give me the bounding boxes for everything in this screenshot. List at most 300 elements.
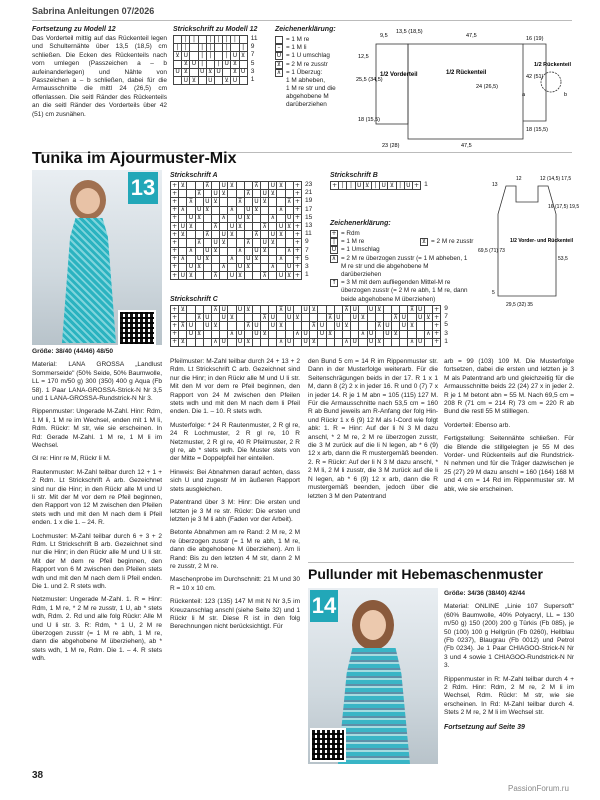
chart-cell: + <box>294 238 300 246</box>
chart-cell: U <box>278 271 284 279</box>
chart-cell <box>277 314 285 322</box>
chart-cell: ⊼ <box>270 214 276 222</box>
chart-cell: ⊻ <box>196 263 202 271</box>
dim-label: 47,5 <box>466 33 477 39</box>
chart-cell <box>261 182 269 190</box>
chart-cell: U <box>368 305 374 313</box>
chart-cell <box>244 314 252 322</box>
chart-cell <box>334 330 342 338</box>
chart-cell <box>383 338 391 346</box>
chart-cell: ⊼ <box>327 313 333 321</box>
chart-cell <box>211 214 219 222</box>
chart-cell: U <box>221 181 226 189</box>
chart-cell <box>342 330 350 338</box>
chart-cell: ⊻ <box>426 313 431 321</box>
instruction-paragraph: Maschenprobe im Durchschnitt: 21 M und 30 R = 10 x 10 cm. <box>170 576 300 592</box>
chart-cell <box>424 338 432 346</box>
chart-cell: ⊻ <box>377 305 382 313</box>
chart-cell: ⊻ <box>213 197 218 205</box>
chart-cell <box>203 272 211 280</box>
chart-cell <box>269 206 277 214</box>
chart-cell: U <box>229 271 235 279</box>
sizes-value: 38/40 (44/46) 48/50 <box>55 348 114 355</box>
chart-cell: ⊼ <box>377 321 382 329</box>
chart-cell: ⊻ <box>237 271 243 279</box>
model-14-number-badge: 14 <box>310 590 338 622</box>
chart-cell: ⊼ <box>221 214 226 222</box>
instruction-paragraph: Betonte Abnahmen am re Rand: 2 M re, 2 M re überzogen zusstr (= 1 M re abh, 1 M re, dann die abgehobene M überziehen). Am li Rand: Bis zu den letzten 4 M str, dann 2 M re zusstr, 2 M re. <box>170 529 300 570</box>
chart-cell: U <box>287 263 292 271</box>
sizes-value: 34/36 (38/40) 42/44 <box>467 590 526 597</box>
material-text: Material: ONLINE „Linie 107 Supersoft" (60% Baumwolle, 40% Polyacryl, LL = 130 m/50 g) 150 (200) 200 g Türkis (Fb 085), je 50 (100) 100 g Hellgrün (Fb 0260), Hellblau (Fb 0237), Blaugrau (Fb 0012) und Petrol (Fb 0234). Je 1 Paar CHIAGOO-Strick-N Nr 3 und 4 sowie 1 CHIAGOO-Rundstrick-N Nr 3. <box>444 603 574 670</box>
chart-cell <box>179 214 187 222</box>
chart-cell: ⊼ <box>188 247 194 255</box>
chart-cell <box>203 214 211 222</box>
chart-cell: + <box>294 271 300 279</box>
chart-cell: U <box>368 330 374 338</box>
chart-cell <box>228 198 236 206</box>
chart-cell <box>211 263 219 271</box>
chart-cell <box>203 306 211 314</box>
chart-cell: ⊼ <box>237 247 243 255</box>
chart-cell: ⊼ <box>262 271 267 279</box>
chart-cell: ⊻ <box>393 330 398 338</box>
chart-cell: U <box>319 321 325 329</box>
ssk-symbol-icon: ⊼ <box>276 68 282 76</box>
chart-cell: U <box>401 321 407 329</box>
chart-cell: U <box>270 321 276 329</box>
dim-label: 25,5 (34,5) <box>356 77 383 83</box>
chart-cell: ⊼ <box>213 305 218 313</box>
chart-cell <box>187 182 195 190</box>
dim-label: 53,5 <box>558 256 568 262</box>
chart-cell: U <box>188 263 194 271</box>
chart-cell <box>228 214 236 222</box>
chart-cell: U <box>205 321 210 329</box>
chart-cell <box>220 198 228 206</box>
chart-cell <box>220 222 228 230</box>
continue-note: Fortsetzung auf Seite 39 <box>444 723 525 731</box>
mark-label: b <box>564 92 568 98</box>
ssk-symbol-icon: ⊼ <box>331 254 337 262</box>
model-13-col-4 <box>444 358 574 494</box>
model-13-col-3 <box>308 358 438 501</box>
chart-cell <box>269 306 277 314</box>
chart-cell <box>236 206 244 214</box>
chart-cell: U <box>180 271 185 279</box>
chart-cell: ⊼ <box>188 197 194 205</box>
chart-cell: ⊼ <box>254 230 259 238</box>
row-number: 5 <box>444 321 448 329</box>
chart-cell: ⊻ <box>188 271 194 279</box>
chart-cell: U <box>303 330 308 338</box>
chart-cell <box>179 314 187 322</box>
chart-cell: + <box>434 305 440 313</box>
chart-cell: ⊻ <box>188 222 194 230</box>
chart-cell: U <box>213 189 218 197</box>
row-number: 11 <box>250 35 258 42</box>
chart-cell: U <box>270 181 276 189</box>
chart-cell <box>261 263 269 271</box>
chart-cell <box>318 314 326 322</box>
chart-cell: U <box>352 305 357 313</box>
legend-item: = 1 Umschlag <box>341 246 380 254</box>
instruction-paragraph: Rippenmuster in R: M-Zahl teilbar durch 4 + 2 Rdm. Hinr: Rdm, 2 M re, 2 M li im Wechsel, Rdm. Rückr: M str, wie sie erscheinen. In Rd: M-Zahl teilbar durch 4. Stets 2 M re, 2 M li im Wechsel str. <box>444 675 574 717</box>
legend-item: = 1 M re <box>341 238 365 246</box>
chart-cell <box>351 322 359 330</box>
model-face <box>360 610 386 640</box>
chart-cell <box>261 322 269 330</box>
chart-cell <box>252 314 260 322</box>
chart-cell <box>293 306 301 314</box>
row-number: 15 <box>305 213 313 221</box>
chart-cell <box>261 338 269 346</box>
dim-label: 29,5 (32) 35 <box>506 302 533 308</box>
dim-label: 18 (15,5) <box>358 117 381 123</box>
row-number: 3 <box>250 67 255 75</box>
qr-code-icon[interactable] <box>118 310 156 346</box>
chart-cell <box>285 231 293 239</box>
part-label: 1/2 Rückenteil <box>534 62 571 68</box>
chart-cell: ⊼ <box>344 305 349 313</box>
chart-cell <box>408 330 416 338</box>
chart-cell: ⊼ <box>229 206 235 214</box>
chart-cell: ⊼ <box>180 321 185 329</box>
chart-cell: ⊼ <box>426 330 431 338</box>
chart-cell <box>285 255 293 263</box>
chart-cell: U <box>205 247 210 255</box>
cdd-symbol-icon: ↑ <box>331 279 337 287</box>
chart-cell: ⊻ <box>229 181 235 189</box>
chart-cell: ⊻ <box>262 247 267 255</box>
row-number: 9 <box>305 238 309 246</box>
chart-cell <box>392 338 400 346</box>
chart-cell <box>416 322 424 330</box>
chart-b-block <box>330 172 428 190</box>
chart-cell <box>187 306 195 314</box>
chart-cell <box>228 247 236 255</box>
chart-cell <box>195 322 203 330</box>
chart-a-block <box>170 172 312 280</box>
row-number: 11 <box>305 230 312 238</box>
chart-cell: U <box>213 238 218 246</box>
legend-item: = 3 M mit dem aufliegenden Mittel-M re überzogen zusstr (= 2 M re abh, 1 M re, dann beide abgehobene M überziehen) <box>341 279 468 303</box>
chart-cell: + <box>294 255 300 263</box>
dim-label: 12,5 <box>358 54 369 60</box>
chart-cell: U <box>303 338 308 346</box>
chart-cell: U <box>188 330 194 338</box>
chart-cell <box>179 263 187 271</box>
chart-cell <box>244 272 252 280</box>
chart-cell: ⊼ <box>295 330 300 338</box>
chart-12-row-numbers <box>251 35 258 85</box>
legend-item: = 1 M re <box>286 36 310 43</box>
chart-cell: U <box>418 338 423 346</box>
chart-cell: ⊼ <box>409 338 415 346</box>
chart-cell <box>252 306 260 314</box>
chart-cell: + <box>294 230 300 238</box>
dim-label: 42 (51) <box>526 74 544 80</box>
chart-cell: U <box>254 247 259 255</box>
row-number: 1 <box>444 337 448 345</box>
row-number: 19 <box>305 197 313 205</box>
chart-cell <box>318 338 326 346</box>
legend-item: = 1 M li <box>286 44 307 52</box>
chart-cell: + <box>172 330 178 338</box>
chart-cell: ⊼ <box>270 263 276 271</box>
chart-cell <box>269 338 277 346</box>
dim-label: 13,5 (18,5) <box>396 29 423 35</box>
dim-label: 69,5 (71) 73 <box>478 248 505 254</box>
chart-cell <box>244 330 252 338</box>
chart-cell: U <box>385 321 390 329</box>
chart-cell: ⊻ <box>180 305 185 313</box>
yarn-over-symbol-icon: U <box>276 52 282 60</box>
chart-cell: ⊻ <box>221 238 226 246</box>
chart-cell: ⊻ <box>311 338 316 346</box>
chart-cell <box>277 198 285 206</box>
chart-cell <box>261 214 269 222</box>
chart-cell <box>220 330 228 338</box>
row-number: 1 <box>305 271 309 279</box>
chart-cell <box>261 306 269 314</box>
dim-label: 18 (15,5) <box>526 127 549 133</box>
part-label: 1/2 Vorder- und Rückenteil <box>510 238 573 244</box>
part-label: 1/2 Vorderteil <box>380 72 418 78</box>
chart-cell <box>392 306 400 314</box>
chart-cell: ⊻ <box>213 247 218 255</box>
chart-cell <box>359 322 367 330</box>
chart-cell <box>195 272 203 280</box>
chart-cell <box>220 206 228 214</box>
chart-cell: U <box>196 255 202 263</box>
chart-cell: ⊼ <box>278 338 284 346</box>
legend-item: = Rdm <box>341 230 360 237</box>
row-number: 7 <box>444 313 448 321</box>
row-number: 1 <box>424 181 428 188</box>
chart-cell: U <box>237 263 243 271</box>
chart-cell <box>211 231 219 239</box>
dim-label: 5 <box>492 290 495 296</box>
chart-cell <box>400 330 408 338</box>
dim-label: 12 <box>516 176 522 182</box>
chart-cell: ⊻ <box>237 222 243 230</box>
chart-cell <box>326 306 334 314</box>
legend-item: = 2 M re zusstr <box>286 60 328 68</box>
legend-item: abgehobene M <box>286 93 329 101</box>
chart-cell <box>277 214 285 222</box>
row-number: 3 <box>305 263 309 271</box>
dim-label: 16 (19) <box>526 36 544 42</box>
chart-cell <box>228 190 236 198</box>
chart-cell <box>351 330 359 338</box>
edge-stitch-icon: + <box>331 230 337 237</box>
chart-c-title: Strickschrift C <box>170 296 218 303</box>
chart-cell <box>285 330 293 338</box>
chart-cell <box>220 247 228 255</box>
row-number: 9 <box>444 305 448 312</box>
chart-cell: ⊼ <box>229 255 235 263</box>
chart-cell: U <box>205 197 210 205</box>
chart-cell <box>236 231 244 239</box>
instruction-paragraph: Gl re: Hinr re M, Rückr li M. <box>32 455 111 463</box>
chart-cell: U <box>418 313 423 321</box>
legend-item: = 1 U umschlag <box>286 52 330 60</box>
chart-cell: U <box>319 330 325 338</box>
model-13-number-badge: 13 <box>128 172 158 204</box>
legend-item: 1 M abheben, <box>286 77 326 85</box>
chart-cell <box>408 314 416 322</box>
chart-cell: ⊼ <box>360 330 366 338</box>
dim-label: 47,5 <box>461 143 472 149</box>
chart-cell: ⊼ <box>229 330 235 338</box>
model-13-col-2 <box>170 358 300 632</box>
chart-cell: + <box>294 189 300 197</box>
chart-cell: U <box>237 338 243 346</box>
yarn-over-symbol-icon: U <box>331 246 337 254</box>
chart-cell <box>236 182 244 190</box>
instruction-paragraph: den Bund 5 cm = 14 R im Rippenmuster str. Dann in der Musterfolge weiterarb. Für die Seitenschrägungen beids in der 17. R 1 x 1 M, dann 8 (2) 2 x in jeder 16. R und 0 (7) 7 x in jeder 14. R je 1 M abn = 105 (115) 127 M. Für die Armausschnitte nach 53,5 cm = 160 R ab Bund jeweils am R-Anfang der folg Hin- und Rückr 1 x 6 (9) 12 M als I-Cord wie folgt abk: 1. R = Hinr: Auf der li N 3 M dazu anschl, * 2 M re, 2 M re überzogen zusstr, die 3 M zurück auf die li N legen, ab * 6 (9) 12 x arb, dann die R mustergemäß beenden. 2. R = Rückr: Auf der li N 3 M dazu anschl, * 2 M li, 2 M li zusstr, die 3 M zurück auf die li N legen, ab * 6 (9) 12 x arb, dann die R mustergemäß beenden, jedoch über die letzten 3 M den Patentrand <box>308 358 438 500</box>
chart-cell <box>228 338 236 346</box>
instruction-paragraph: Rippenmuster: Ungerade M-Zahl. Hinr: Rdm, 1 M li, 1 M re im Wechsel, enden mit 1 M li, Rdm. Rückr: M str, wie sie erscheinen. In Rd: Gerade M-Zahl. 1 M re, 1 M li im Wechsel. <box>32 408 162 449</box>
chart-cell: U <box>221 338 226 346</box>
chart-cell <box>383 314 391 322</box>
chart-cell: ⊼ <box>221 263 226 271</box>
legend-13-extra <box>420 238 473 246</box>
chart-cell <box>277 239 285 247</box>
chart-cell: ⊼ <box>205 230 210 238</box>
chart-cell <box>367 322 375 330</box>
header-divider <box>32 20 572 21</box>
chart-cell: ⊻ <box>295 313 300 321</box>
chart-cell: U <box>221 305 226 313</box>
chart-cell: ⊻ <box>377 338 382 346</box>
chart-cell <box>211 314 219 322</box>
qr-code-icon[interactable] <box>310 728 346 762</box>
chart-cell <box>318 306 326 314</box>
chart-cell <box>334 338 342 346</box>
chart-cell <box>187 314 195 322</box>
chart-cell: + <box>172 338 178 346</box>
instruction-paragraph: Pfeilmuster: M-Zahl teilbar durch 24 + 13 + 2 Rdm. Lt Strickschrift C arb. Gezeichnet sind nur die Hinr; in den Rückr alle M und U li str. Mit den M vor dem re Pfeil beginnen, den Rapport von 24 M zwischen den Pfeilen stets wdh und mit den M nach dem li Pfeil enden. Die 1. – 10. R stets wdh. <box>170 358 300 416</box>
chart-cell: U <box>368 338 374 346</box>
chart-12-block <box>173 26 258 85</box>
chart-c-grid <box>170 305 441 347</box>
part-label: 1/2 Rückenteil <box>446 70 487 76</box>
chart-cell: U <box>270 230 276 238</box>
chart-cell: ⊻ <box>311 305 316 313</box>
chart-cell: U <box>287 338 292 346</box>
tunic-dress <box>62 218 116 343</box>
chart-cell: U <box>254 330 259 338</box>
instruction-paragraph: Patentrand über 3 M: Hinr: Die ersten und letzten je 3 M re str. Rückr: Die ersten und letzten je 3 M li abh (Faden vor der Arbeit). <box>170 499 300 523</box>
chart-cell <box>310 330 318 338</box>
chart-cell: ⊼ <box>393 313 398 321</box>
chart-cell: + <box>294 181 300 189</box>
instruction-paragraph: arb = 99 (103) 109 M. Die Musterfolge fortsetzen, dabei die ersten und letzten je 3 M als Patentrand arb und gleichzeitig für die Armausschnitte beids 22 (24) 27 x in jeder 2. R je 1 M betont abn = 55 M. Nach 69,5 cm = 208 R (71 cm = 214 R) 73 cm = 220 R ab Bund die restl 55 M stilllegen. <box>444 358 574 416</box>
chart-cell <box>228 306 236 314</box>
row-number: 3 <box>444 329 448 337</box>
model-14-title: Pullunder mit Hebemaschenmuster <box>308 566 543 582</box>
chart-cell: U <box>254 197 259 205</box>
chart-cell <box>359 338 367 346</box>
chart-cell: U <box>221 313 226 321</box>
chart-cell <box>179 247 187 255</box>
chart-cell <box>269 330 277 338</box>
row-number: 5 <box>305 254 309 262</box>
chart-cell <box>244 198 252 206</box>
row-number: 9 <box>250 43 255 51</box>
chart-cell: U <box>352 313 357 321</box>
chart-cell <box>203 222 211 230</box>
dim-label: 16 (17,5) 19,5 <box>548 204 580 210</box>
chart-b-grid: + | | U ⊻ | U ⊻ | U + <box>332 181 419 189</box>
chart-cell <box>211 206 219 214</box>
chart-cell: + <box>172 271 178 279</box>
chart-cell <box>302 314 310 322</box>
chart-cell <box>195 247 203 255</box>
chart-cell: ⊻ <box>344 321 349 329</box>
chart-cell: + <box>434 338 440 346</box>
k2tog-symbol-icon: ⊻ <box>421 238 427 245</box>
chart-cell <box>179 198 187 206</box>
chart-cell: U <box>205 313 210 321</box>
chart-cell <box>195 338 203 346</box>
chart-cell: + <box>172 313 178 321</box>
chart-cell <box>269 272 277 280</box>
instruction-paragraph: Vorderteil: Ebenso arb. <box>444 421 511 429</box>
chart-cell: ⊻ <box>287 222 292 230</box>
chart-cell: U <box>303 305 308 313</box>
chart-cell: ⊼ <box>213 222 218 230</box>
chart-cell <box>261 206 269 214</box>
chart-cell <box>187 239 195 247</box>
chart-cell <box>252 338 260 346</box>
model-face <box>76 188 100 214</box>
chart-cell: ⊼ <box>254 181 259 189</box>
instruction-paragraph: Musterfolge: * 24 R Rautenmuster, 2 R gl re, 24 R Lochmuster, 2 R gl re, 10 R Netzmuster, 2 R gl re, 40 R Pfeilmuster, 2 R gl re, ab * stets wdh. Die Muster stets von der Mitte = Doppelpfeil her einteilen. <box>170 421 300 463</box>
chart-cell: ⊼ <box>213 338 218 346</box>
chart-cell: U <box>278 222 284 230</box>
chart-cell: ⊼ <box>246 321 251 329</box>
chart-cell: ⊼ <box>344 338 349 346</box>
chart-cell: U <box>246 206 251 214</box>
chart-cell: ⊻ <box>180 230 185 238</box>
legend-13 <box>330 220 470 304</box>
row-number: 17 <box>305 205 313 213</box>
chart-12-grid: | | | | | | | | | | | | ⊻ U | | | U ⊻ ⊻ U | | U ⊻ U ⊻ U ⊻ U ⊻ U U ⊻ U ⊻ U <box>175 35 246 84</box>
watermark: PassionForum.ru <box>508 784 569 793</box>
chart-cell: + <box>434 321 440 329</box>
chart-cell <box>195 198 203 206</box>
chart-cell: ⊼ <box>246 238 251 246</box>
chart-cell <box>375 314 383 322</box>
chart-cell <box>187 206 195 214</box>
chart-cell <box>203 338 211 346</box>
chart-cell <box>244 231 252 239</box>
chart-cell: + <box>172 305 178 313</box>
legend-13-title: Zeichenerklärung: <box>330 220 391 227</box>
purl-symbol-icon: – <box>275 44 283 52</box>
chart-cell: U <box>262 238 267 246</box>
chart-cell: ⊻ <box>229 313 235 321</box>
chart-cell <box>416 330 424 338</box>
chart-cell: + <box>172 247 178 255</box>
chart-cell <box>400 306 408 314</box>
instruction-paragraph: Rückenteil: 123 (135) 147 M mit N Nr 3,5 im Kreuzanschlag anschl (siehe Seite 32) und 1 Rückr li M str. Diese R ist in den folg Berechnungen nicht berücksichtigt. Für <box>170 598 300 631</box>
legend-item: 1 M re str und die <box>286 85 336 93</box>
chart-cell: ⊻ <box>287 271 292 279</box>
